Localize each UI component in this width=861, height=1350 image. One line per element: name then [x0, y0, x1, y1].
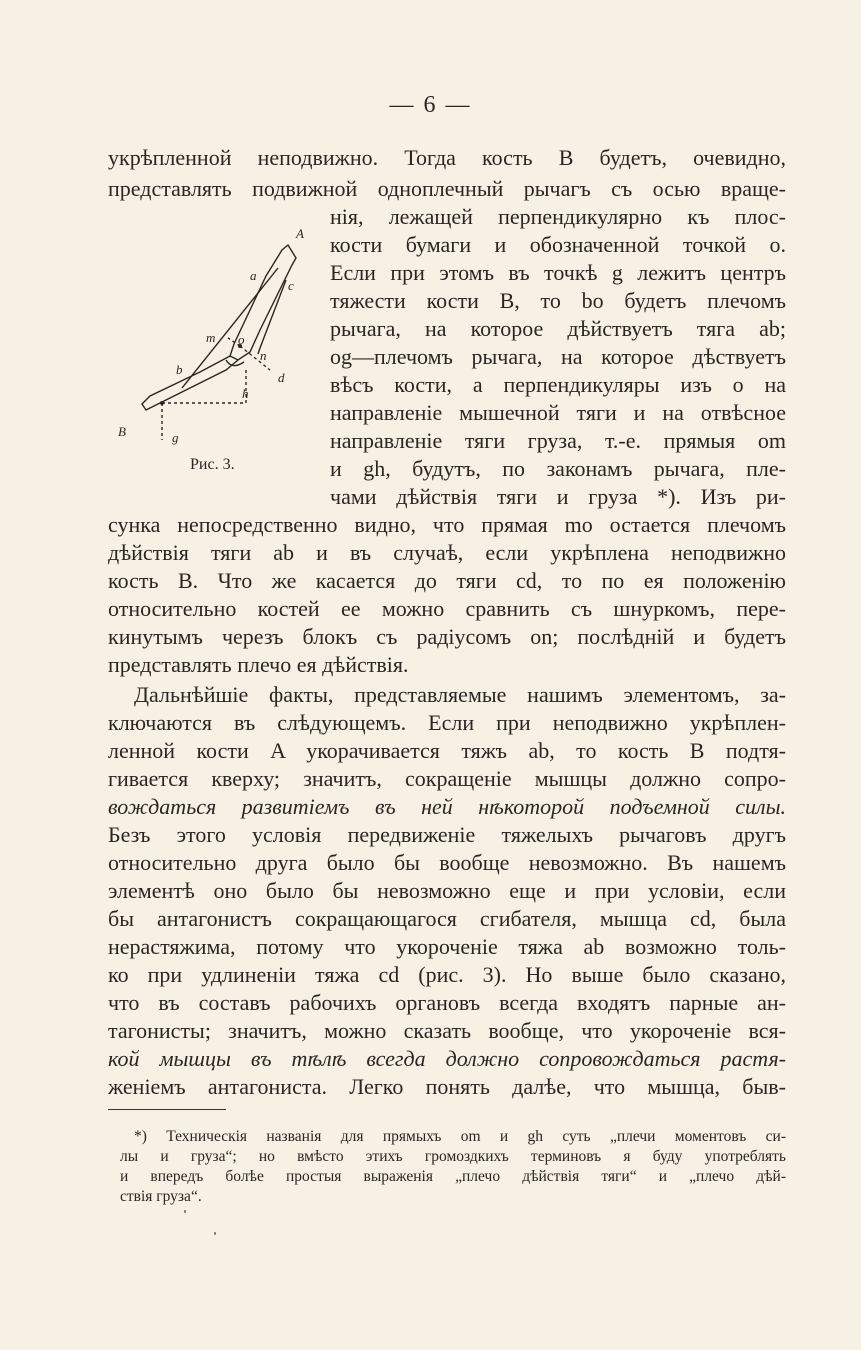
text-line: кинутымъ черезъ блокъ съ радіусомъ on; послѣдній и будетъ — [108, 624, 786, 649]
text-line: вѣсъ кости, а перпендикуляры изъ o на — [330, 372, 786, 397]
label-n: n — [260, 348, 267, 363]
label-h: h — [242, 386, 249, 401]
lever-diagram — [110, 220, 320, 470]
text-line: относительно костей ее можно сравнить съ шнуркомъ, пере- — [108, 596, 786, 621]
text-line: ко при удлиненіи тяжа cd (рис. 3). Но выше было сказано, — [108, 962, 786, 987]
text-line: представлять плечо ея дѣйствія. — [108, 652, 409, 677]
footnote-line: ствія груза“. — [120, 1188, 202, 1205]
paper-speck — [214, 1232, 216, 1235]
text-line: и gh, будутъ, по законамъ рычага, пле- — [330, 456, 786, 481]
label-b: b — [176, 362, 183, 377]
label-g: g — [172, 430, 179, 445]
footnote-divider — [108, 1109, 226, 1110]
text-line: сунка непосредственно видно, что прямая mo остается плечомъ — [108, 512, 786, 537]
footnote-line: и впередъ болѣе простыя выраженія „плечо дѣйствія тяги“ и „плечо дѣй- — [120, 1168, 786, 1185]
label-a: a — [250, 268, 257, 283]
text-line: тагонисты; значитъ, можно сказать вообще, что укороченіе вся- — [108, 1018, 786, 1043]
paper-speck — [184, 1210, 186, 1213]
text-line: гивается кверху; значитъ, сокращеніе мышцы должно сопро- — [108, 766, 786, 791]
text-line: женіемъ антагониста. Легко понять далѣе, что мышца, быв- — [108, 1074, 786, 1099]
text-line: ключаются въ слѣдующемъ. Если при неподвижно укрѣплен- — [108, 710, 786, 735]
text-line: Если при этомъ въ точкѣ g лежитъ центръ — [330, 260, 786, 285]
text-line: бы антагонистъ сокращающагося сгибателя, мышца cd, была — [108, 906, 786, 931]
text-line: представлять подвижной одноплечный рычагъ съ осью враще- — [108, 176, 786, 201]
label-o: o — [238, 332, 245, 347]
text-line: нія, лежащей перпендикулярно къ плос- — [330, 204, 786, 229]
text-line: кости бумаги и обозначенной точкой o. — [330, 232, 786, 257]
text-line: ленной кости A укорачивается тяжъ ab, то кость B подтя- — [108, 738, 786, 763]
text-line: og—плечомъ рычага, на которое дѣствуетъ — [330, 344, 786, 369]
emphasized-line: кой мышцы въ тѣлѣ всегда должно сопровождаться растя- — [108, 1046, 786, 1071]
paragraph-start: Дальнѣйшіе факты, представляемые нашимъ элементомъ, за- — [134, 682, 786, 707]
text-line: относительно друга было бы вообще невозможно. Въ нашемъ — [108, 850, 786, 875]
text-line: тяжести кости B, то bo будетъ плечомъ — [330, 288, 786, 313]
footnote-line: лы и груза“; но вмѣсто этихъ громоздкихъ терминовъ я буду употреблять — [120, 1148, 786, 1165]
text-line: направленіе тяги груза, т.-е. прямыя om — [330, 428, 786, 453]
footnote-line: *) Техническія названія для прямыхъ om и gh суть „плечи моментовъ си- — [134, 1128, 786, 1145]
label-c: c — [288, 278, 294, 293]
text-line: рычага, на которое дѣйствуетъ тяга ab; — [330, 316, 786, 341]
text-line: что въ составъ рабочихъ органовъ всегда входятъ парные ан- — [108, 990, 786, 1015]
label-d: d — [278, 370, 285, 385]
text-line: чами дѣйствія тяги и груза *). Изъ ри- — [330, 484, 786, 509]
label-A: A — [296, 226, 304, 241]
figure-caption: Рис. 3. — [190, 456, 235, 473]
emphasized-line: вождаться развитіемъ въ ней нѣкоторой подъемной силы. — [108, 794, 786, 819]
text-line: дѣйствія тяги ab и въ случаѣ, если укрѣплена неподвижно — [108, 540, 786, 565]
text-line: элементѣ оно было бы невозможно еще и при условіи, если — [108, 878, 786, 903]
text-line: кость B. Что же касается до тяги cd, то по ея положенію — [108, 568, 786, 593]
text-line: направленіе мышечной тяги и на отвѣсное — [330, 400, 786, 425]
text-line: укрѣпленной неподвижно. Тогда кость B будетъ, очевидно, — [108, 145, 786, 170]
label-B: B — [118, 424, 126, 439]
text-line: Безъ этого условія передвиженіе тяжелыхъ рычаговъ другъ — [108, 822, 786, 847]
label-m: m — [206, 330, 216, 345]
page-number: — 6 — — [389, 92, 472, 118]
text-line: нерастяжима, потому что укороченіе тяжа ab возможно толь- — [108, 934, 786, 959]
